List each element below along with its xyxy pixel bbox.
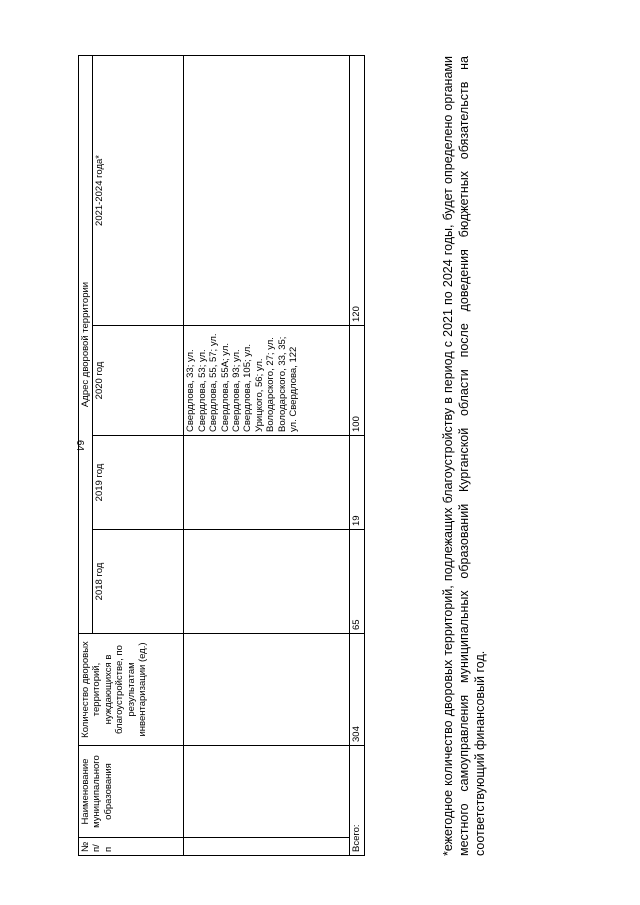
header-num: № п/п [79,838,184,856]
total-2021-2024: 120 [350,55,364,325]
data-2019 [184,436,350,530]
header-2020: 2020 год [93,326,184,436]
total-label: Всего: [350,746,364,856]
total-2018: 65 [350,530,364,634]
data-count [184,634,350,746]
header-row-1 [79,55,93,855]
header-2019: 2019 год [93,436,184,530]
header-2018: 2018 год [93,530,184,634]
data-2018 [184,530,350,634]
footnote: *ежегодное количество дворовых территорий, подлежащих благоустройству в период с 2021 по 2024 годы, будет определено органами местного самоуправления муниципальных образований Курганской области после доведения бюджетных обязательств на соответствующий финансовый год. [441,56,487,856]
territories-table [78,55,365,856]
total-2019: 19 [350,436,364,530]
total-row [350,55,364,855]
page-number: 64 [74,439,86,452]
header-2021-2024: 2021-2024 года* [93,55,184,325]
data-2021-2024 [184,55,350,325]
total-2020: 100 [350,326,364,436]
total-count: 304 [350,634,364,746]
data-2020-addresses: Свердлова, 33; ул. Свердлова, 53; ул. Свердлова, 55, 57; ул. Свердлова, 55А; ул. Свердлова, 93; ул. Свердлова, 105; ул. Урицкого, 56; ул. Володарского, 27; ул. Володарского, 33, 35; ул. Свердлова, 122 [184,326,350,436]
data-row [184,55,350,855]
header-name: Наименование муниципального образования [79,746,184,838]
rotated-page-content [78,56,528,856]
data-name [184,746,350,838]
header-count: Количество дворовых территорий, нуждающихся в благоустройстве, по результатам инвентаризации (ед.) [79,634,184,746]
data-num [184,838,350,856]
header-address: Адрес дворовой территории [79,55,93,633]
